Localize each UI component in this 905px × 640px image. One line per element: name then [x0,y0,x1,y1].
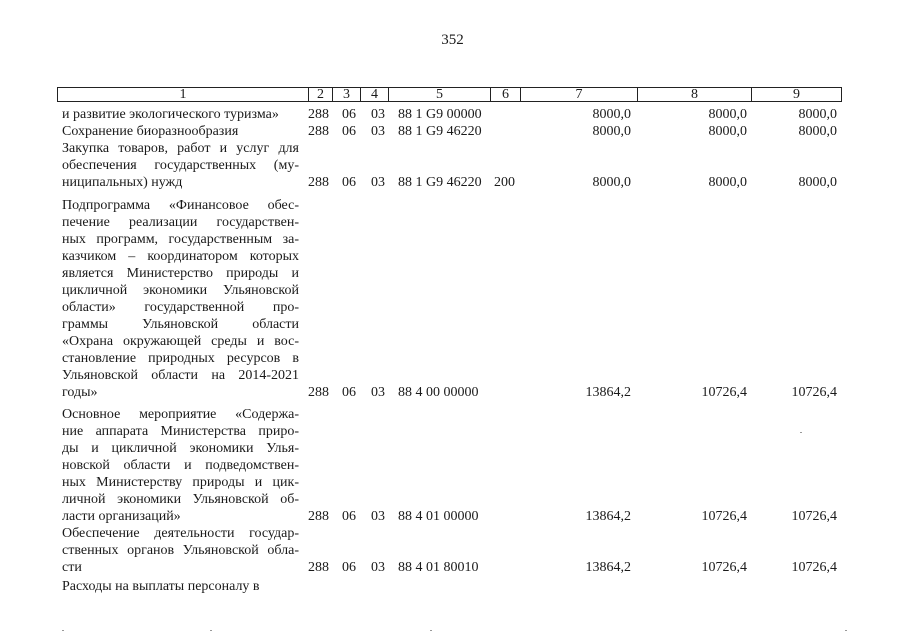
row-description-line: «Охрана окружающей среды и вос- [62,334,299,349]
row-description-line: Обеспечение деятельности государ- [62,526,299,541]
cell-c2: 288 [308,509,329,524]
row-description-line: ниципальных) нужд [62,175,183,190]
row-description-line: Основное мероприятие «Содержа- [62,407,299,422]
header-col-1: 1 [57,87,309,102]
row-description-line: новской области и подведомствен- [62,458,299,473]
cell-c9: 10726,4 [791,560,837,575]
row-description-line: ды и цикличной экономики Улья- [62,441,299,456]
header-col-3: 3 [332,87,361,102]
cell-c7: 8000,0 [592,124,631,139]
cell-c8: 8000,0 [708,124,747,139]
cell-c7: 8000,0 [592,175,631,190]
row-description-line: ных Министерству природы и цик- [62,475,299,490]
row-description-line: казчиком – координатором которых [62,249,299,264]
cell-c2: 288 [308,175,329,190]
header-col-7: 7 [520,87,638,102]
cell-c4: 03 [371,124,385,139]
page-number: 352 [441,32,464,48]
cell-c4: 03 [371,385,385,400]
row-description-line: Сохранение биоразнообразия [62,124,239,139]
cell-c2: 288 [308,107,329,122]
cell-c8: 8000,0 [708,175,747,190]
row-description-line: ных программ, государственным за- [62,232,299,247]
cell-c5: 88 4 00 00000 [398,385,479,400]
header-col-4: 4 [360,87,389,102]
row-description-line: Ульяновской области на 2014-2021 [62,368,299,383]
cell-c7: 8000,0 [592,107,631,122]
cell-c7: 13864,2 [585,509,631,524]
cell-c9: 10726,4 [791,385,837,400]
cell-c5: 88 1 G9 00000 [398,107,482,122]
cell-c2: 288 [308,124,329,139]
row-description-line: Закупка товаров, работ и услуг для [62,141,299,156]
cell-c3: 06 [342,107,356,122]
cell-c3: 06 [342,175,356,190]
cell-c8: 10726,4 [701,385,747,400]
row-description-line: становление природных ресурсов в [62,351,299,366]
header-col-9: 9 [751,87,842,102]
cell-c7: 13864,2 [585,385,631,400]
scan-speck [845,630,847,631]
cell-c5: 88 1 G9 46220 [398,124,482,139]
row-description-line: Расходы на выплаты персоналу в [62,579,260,594]
cell-c2: 288 [308,385,329,400]
cell-c9: 10726,4 [791,509,837,524]
cell-c6: 200 [494,175,515,190]
cell-c4: 03 [371,509,385,524]
row-description-line: ние аппарата Министерства приро- [62,424,299,439]
cell-c9: 8000,0 [798,175,837,190]
cell-c9: 8000,0 [798,107,837,122]
scan-speck [430,630,432,631]
cell-c3: 06 [342,509,356,524]
header-col-6: 6 [490,87,521,102]
row-description-line: ласти организаций» [62,509,181,524]
cell-c7: 13864,2 [585,560,631,575]
cell-c8: 10726,4 [701,509,747,524]
cell-c5: 88 4 01 00000 [398,509,479,524]
cell-c8: 10726,4 [701,560,747,575]
header-col-2: 2 [308,87,333,102]
cell-c8: 8000,0 [708,107,747,122]
row-description-line: обеспечения государственных (му- [62,158,299,173]
row-description-line: граммы Ульяновской области [62,317,299,332]
row-description-line: и развитие экологического туризма» [62,107,279,122]
row-description-line: Подпрограмма «Финансовое обес- [62,198,299,213]
cell-c4: 03 [371,560,385,575]
row-description-line: цикличной экономики Ульяновской [62,283,299,298]
scan-speck [210,630,212,631]
row-description-line: ственных органов Ульяновской обла- [62,543,299,558]
header-col-8: 8 [637,87,752,102]
header-col-5: 5 [388,87,491,102]
cell-c3: 06 [342,560,356,575]
cell-c9: 8000,0 [798,124,837,139]
scan-speck [62,630,64,631]
row-description-line: печение реализации государствен- [62,215,299,230]
cell-c4: 03 [371,107,385,122]
row-description-line: личной экономики Ульяновской об- [62,492,299,507]
cell-c5: 88 1 G9 46220 [398,175,482,190]
cell-c3: 06 [342,385,356,400]
scan-speck [800,432,802,433]
cell-c3: 06 [342,124,356,139]
cell-c5: 88 4 01 80010 [398,560,479,575]
cell-c2: 288 [308,560,329,575]
row-description-line: является Министерство природы и [62,266,299,281]
row-description-line: годы» [62,385,98,400]
cell-c4: 03 [371,175,385,190]
row-description-line: сти [62,560,82,575]
row-description-line: области» государственной про- [62,300,299,315]
